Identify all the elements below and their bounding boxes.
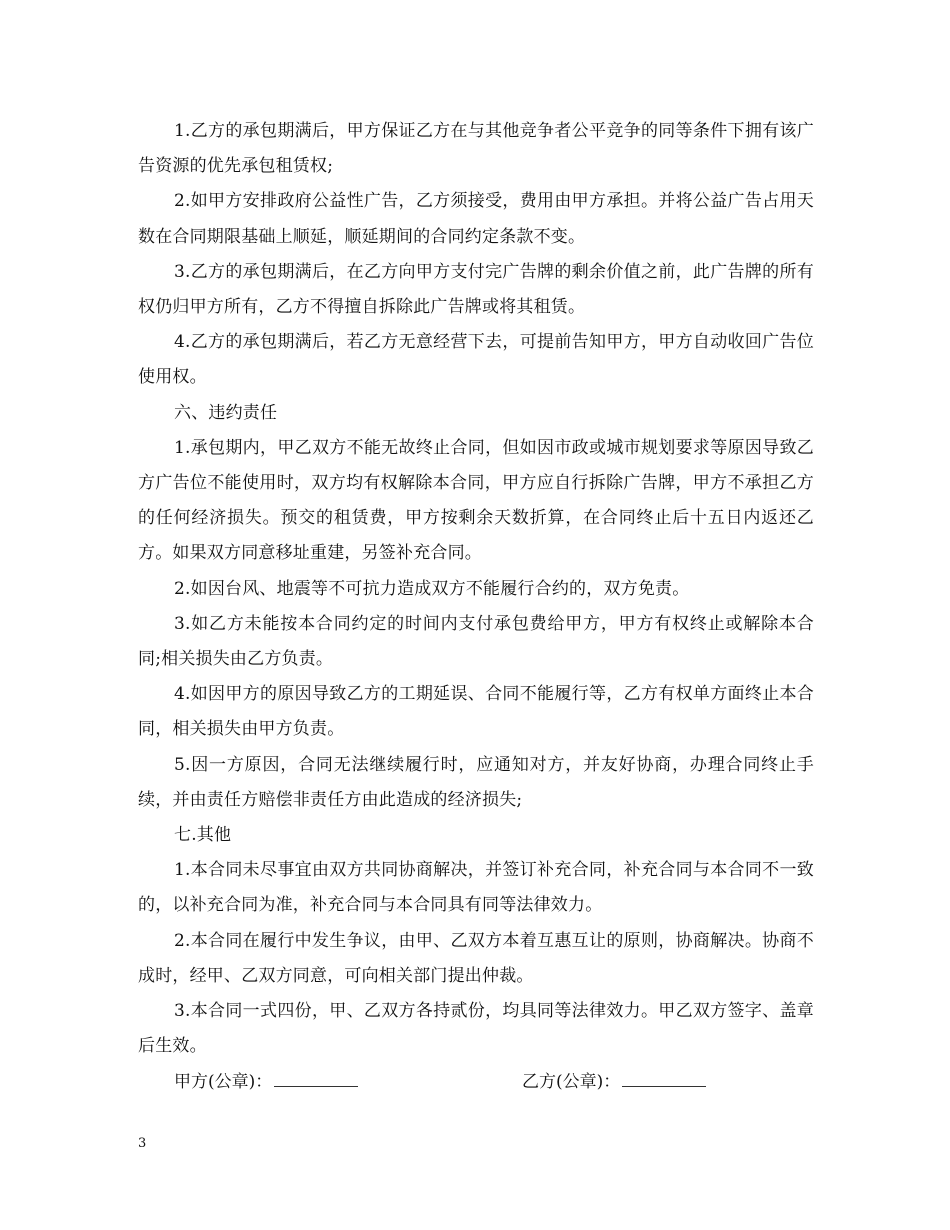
party-a-signature <box>174 1064 358 1100</box>
clause-paragraph: 3.乙方的承包期满后，在乙方向甲方支付完广告牌的剩余价值之前，此广告牌的所有权仍归甲方所有，乙方不得擅自拆除此广告牌或将其租赁。 <box>138 261 814 318</box>
clause-paragraph: 2.本合同在履行中发生争议，由甲、乙双方本着互惠互让的原则，协商解决。协商不成时，经甲、乙双方同意，可向相关部门提出仲裁。 <box>138 930 814 986</box>
clause-paragraph: 3.本合同一式四份，甲、乙双方各持贰份，均具同等法律效力。甲乙双方签字、盖章后生效。 <box>138 1001 814 1057</box>
section-heading-breach: 六、违约责任 <box>174 402 278 423</box>
clause-paragraph: 4.乙方的承包期满后，若乙方无意经营下去，可提前告知甲方，甲方自动收回广告位使用权。 <box>138 332 814 388</box>
party-b-signature <box>522 1064 706 1100</box>
clause-paragraph: 2.如因台风、地震等不可抗力造成双方不能履行合约的，双方免责。 <box>174 578 690 599</box>
party-b-label: 乙方(公章)： <box>522 1072 621 1093</box>
clause-paragraph: 5.因一方原因，合同无法继续履行时，应通知对方，并友好协商，办理合同终止手续，并由责任方赔偿非责任方由此造成的经济损失; <box>138 754 814 810</box>
clause-paragraph: 1.承包期内，甲乙双方不能无故终止合同，但如因市政或城市规划要求等原因导致乙方广告位不能使用时，双方均有权解除本合同，甲方应自行拆除广告牌，甲方不承担乙方的任何经济损失。预交的租赁费，甲方按剩余天数折算，在合同终止后十五日内返还乙方。如果双方同意移址重建，另签补充合同。 <box>138 437 814 564</box>
clause-paragraph: 4.如因甲方的原因导致乙方的工期延误、合同不能履行等，乙方有权单方面终止本合同，相关损失由甲方负责。 <box>138 684 814 740</box>
party-a-signature-line <box>274 1064 358 1087</box>
page-number: 3 <box>138 1136 147 1151</box>
clause-paragraph: 2.如甲方安排政府公益性广告，乙方须接受，费用由甲方承担。并将公益广告占用天数在合同期限基础上顺延，顺延期间的合同约定条款不变。 <box>138 191 814 247</box>
clause-paragraph: 1.乙方的承包期满后，甲方保证乙方在与其他竞争者公平竞争的同等条件下拥有该广告资源的优先承包租赁权; <box>138 121 814 177</box>
party-b-signature-line <box>622 1064 706 1087</box>
clause-paragraph: 3.如乙方未能按本合同约定的时间内支付承包费给甲方，甲方有权终止或解除本合同;相关损失由乙方负责。 <box>138 613 814 670</box>
clause-paragraph: 1.本合同未尽事宜由双方共同协商解决，并签订补充合同，补充合同与本合同不一致的，以补充合同为准，补充合同与本合同具有同等法律效力。 <box>138 860 814 916</box>
party-a-label: 甲方(公章)： <box>174 1072 273 1093</box>
contract-body <box>138 114 814 1099</box>
section-heading-other: 七.其他 <box>174 825 232 846</box>
signature-row <box>138 1064 814 1099</box>
